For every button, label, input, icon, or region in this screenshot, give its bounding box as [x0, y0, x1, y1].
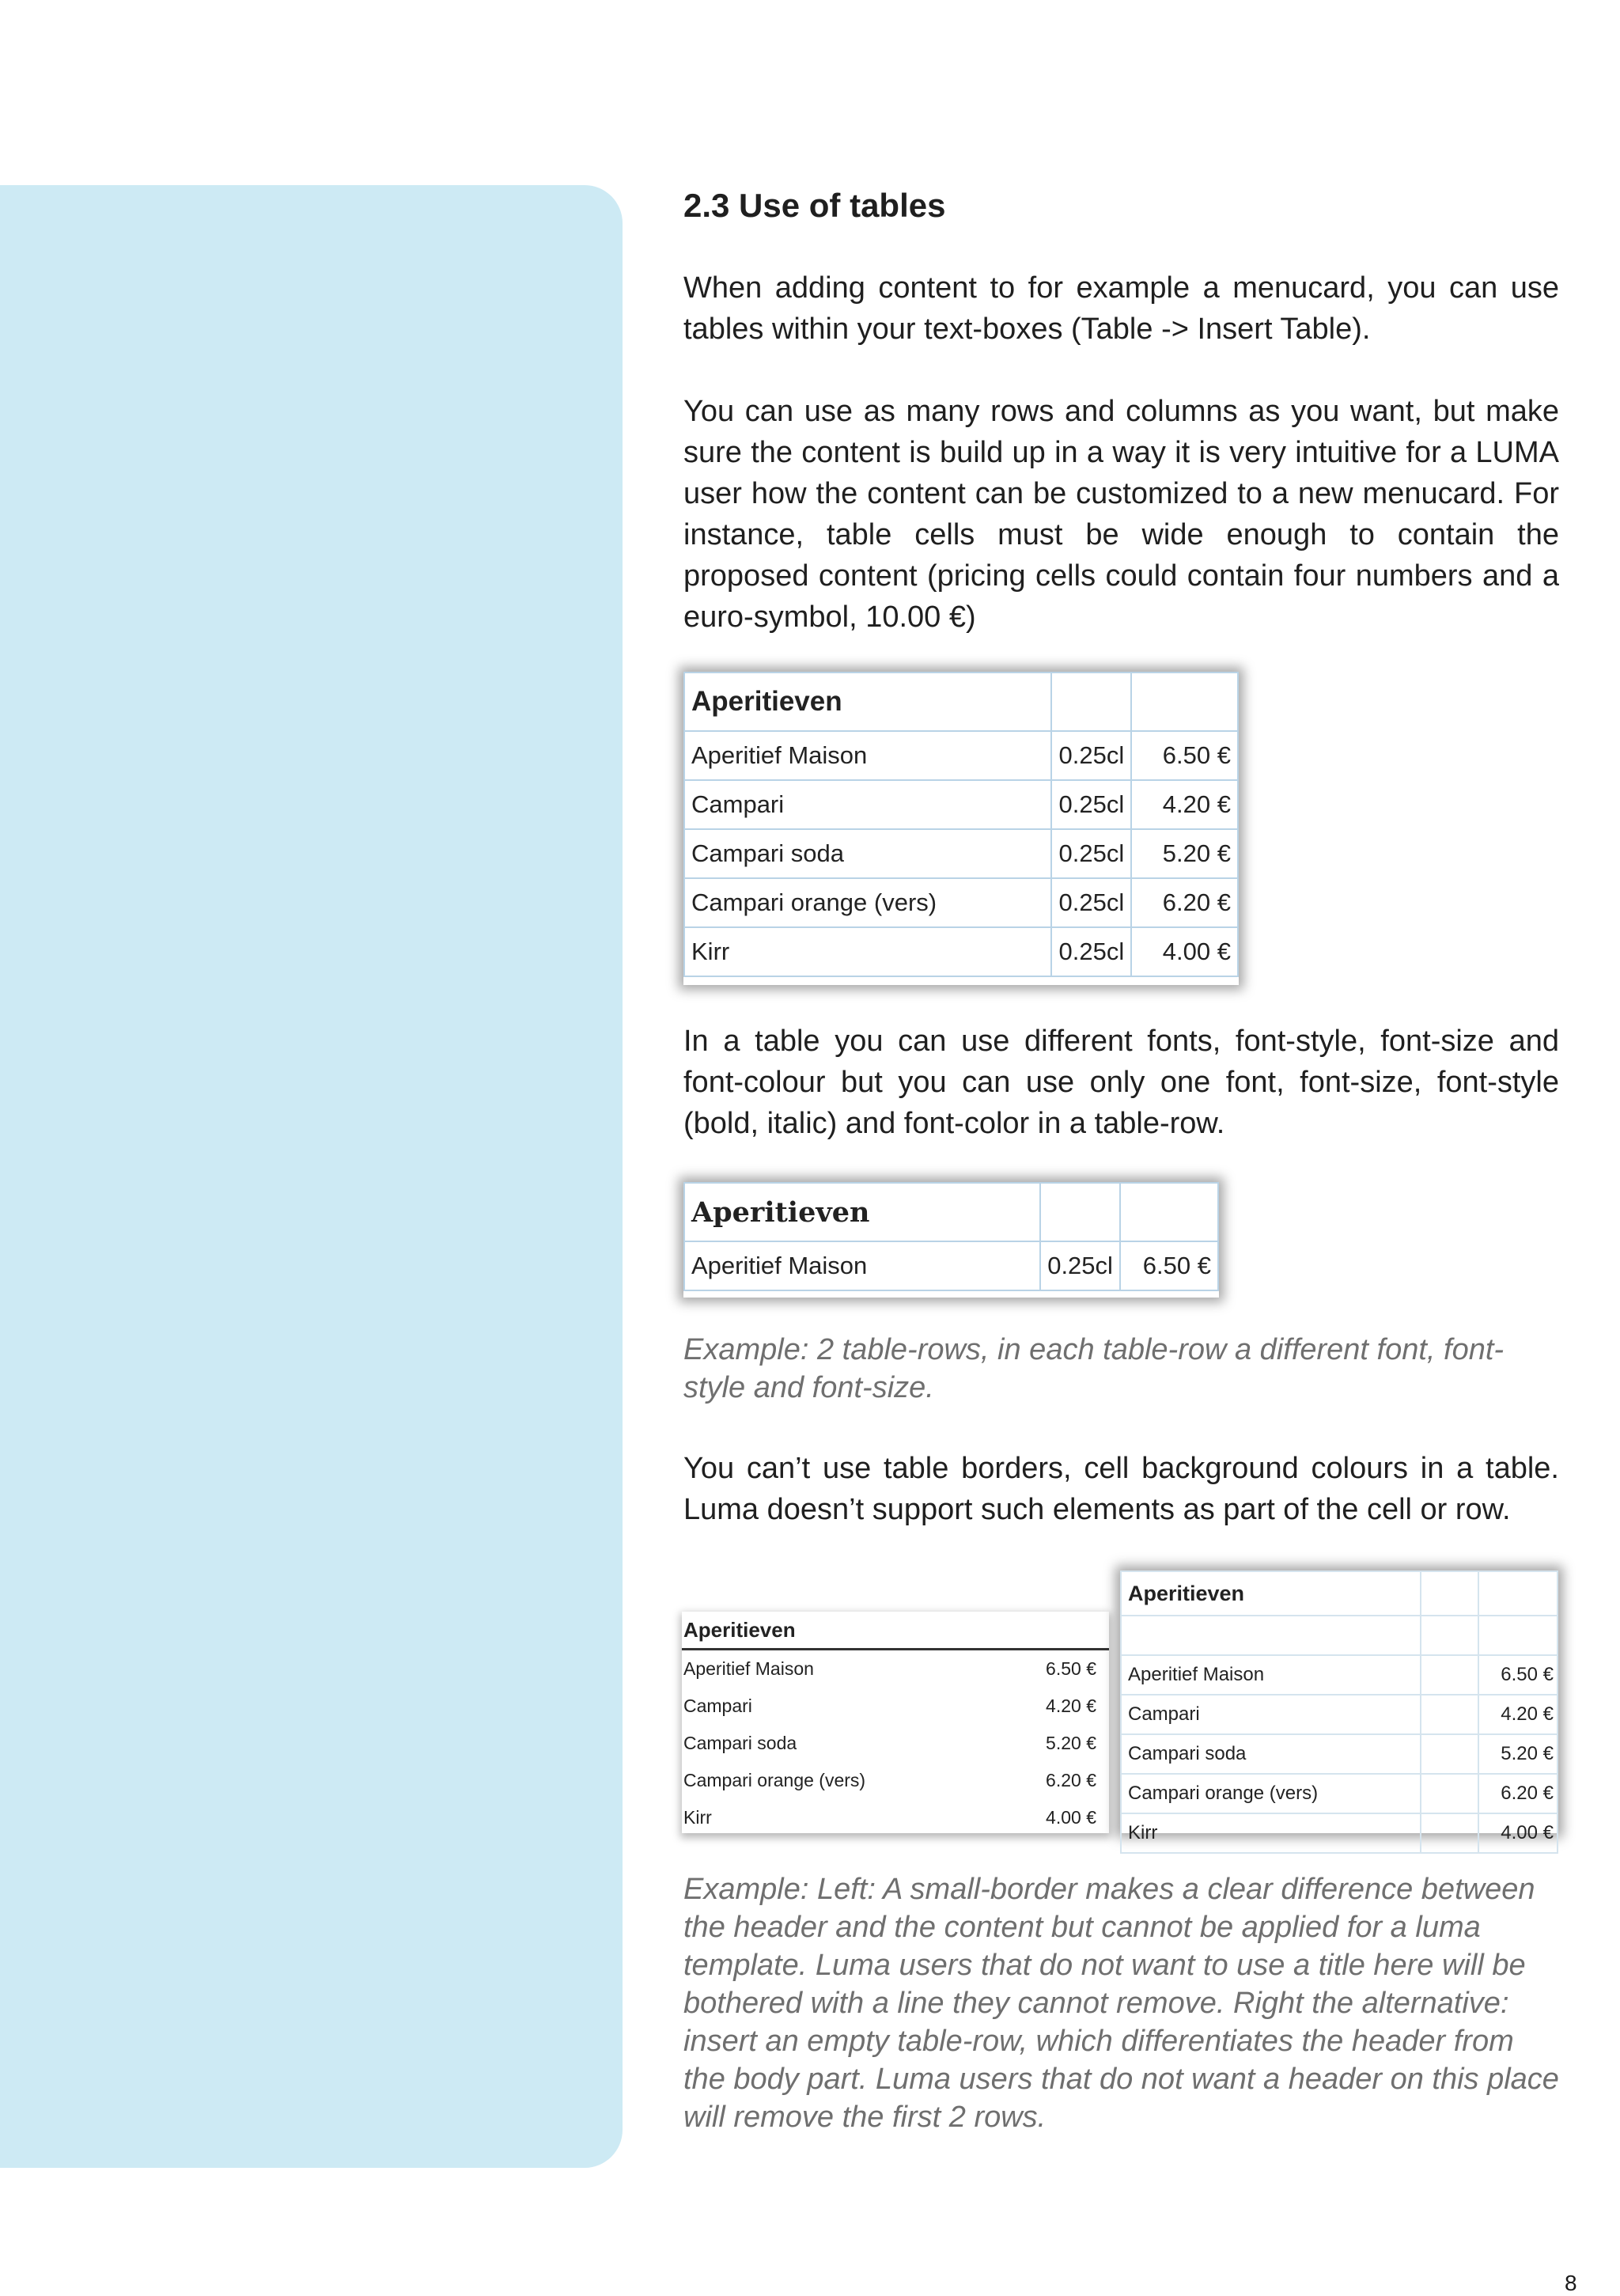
- item-volume: 0.25cl: [1051, 829, 1131, 878]
- empty-cell: [1121, 1616, 1421, 1655]
- empty-cell: [1040, 1183, 1120, 1241]
- side-panel: [0, 185, 623, 2168]
- table-row: [684, 1241, 1218, 1290]
- item-price: 4.00 €: [1046, 1807, 1096, 1828]
- item-name: Kirr: [1121, 1813, 1421, 1853]
- item-price: 5.20 €: [1131, 829, 1238, 878]
- font-example-table: [683, 1182, 1219, 1291]
- table-row: [684, 780, 1238, 829]
- item-price: 4.20 €: [1478, 1695, 1558, 1734]
- item-name: Campari orange (vers): [683, 1770, 866, 1790]
- empty-separator-row: [1121, 1616, 1558, 1655]
- item-name: Campari soda: [1121, 1734, 1421, 1774]
- underlined-header-table: [682, 1612, 1109, 1836]
- empty-cell: [1421, 1813, 1478, 1853]
- table-screenshot-underline: [682, 1612, 1109, 1833]
- item-name: Campari: [684, 780, 1051, 829]
- item-volume: 0.25cl: [1051, 878, 1131, 927]
- table-row: [682, 1650, 1109, 1688]
- paragraph-fonts: In a table you can use different fonts, font-style, font-size and font-colour but you can use only one font, font-size, font-style (bold, italic) and font-color in a table-row.: [683, 1025, 1559, 1140]
- empty-cell: [1421, 1571, 1478, 1616]
- item-name: Campari orange (vers): [684, 878, 1051, 927]
- item-name: Aperitief Maison: [683, 1658, 814, 1679]
- table-row: [1121, 1734, 1558, 1774]
- section-title: 2.3 Use of tables: [683, 187, 946, 224]
- table-header-cell: Aperitieven: [684, 1183, 1040, 1241]
- table-header-row: [684, 1183, 1218, 1241]
- item-price: 5.20 €: [1478, 1734, 1558, 1774]
- table-row: [684, 829, 1238, 878]
- table-row: [1121, 1655, 1558, 1695]
- item-name: Campari: [1121, 1695, 1421, 1734]
- table-row: [682, 1799, 1109, 1836]
- table-row: [682, 1762, 1109, 1799]
- item-price: 4.00 €: [1131, 927, 1238, 976]
- empty-cell: [1421, 1616, 1478, 1655]
- table-row: [684, 927, 1238, 976]
- item-volume: 0.25cl: [1051, 780, 1131, 829]
- empty-cell: [1478, 1571, 1558, 1616]
- paragraph-rows-columns: You can use as many rows and columns as you want, but make sure the content is build up in a way it is very intuitive for a LUMA user how the content can be customized to a new menucard. For instance, table cells must be wide enough to contain the proposed content (pricing cells could contain four numbers and a euro-symbol, 10.00 €): [683, 395, 1559, 634]
- paragraph-intro: When adding content to for example a menucard, you can use tables within your text-boxes (Table -> Insert Table).: [683, 271, 1559, 346]
- item-price: 6.50 €: [1120, 1241, 1218, 1290]
- table-header-row: [682, 1612, 1109, 1650]
- empty-cell: [1421, 1655, 1478, 1695]
- table-screenshot-empty-row: [1120, 1570, 1558, 1843]
- empty-cell: [998, 1612, 1109, 1650]
- item-name: Campari soda: [683, 1733, 797, 1753]
- item-price: 6.20 €: [1046, 1770, 1096, 1790]
- table-header-cell: Aperitieven: [682, 1612, 998, 1650]
- empty-cell: [1421, 1695, 1478, 1734]
- item-price: 6.20 €: [1478, 1774, 1558, 1813]
- empty-cell: [1478, 1616, 1558, 1655]
- item-price: 6.50 €: [1046, 1658, 1096, 1679]
- item-name: Campari: [683, 1695, 752, 1716]
- item-price: 4.00 €: [1478, 1813, 1558, 1853]
- paragraph-borders: You can’t use table borders, cell background colours in a table. Luma doesn’t support such elements as part of the cell or row.: [683, 1452, 1559, 1526]
- item-name: Aperitief Maison: [684, 731, 1051, 780]
- aperitieven-table: [683, 672, 1239, 977]
- empty-cell: [1051, 673, 1131, 731]
- table-screenshot-full: [683, 672, 1239, 985]
- item-name: Kirr: [683, 1807, 712, 1828]
- table-row: [1121, 1813, 1558, 1853]
- table-header-row: [684, 673, 1238, 731]
- item-name: Campari soda: [684, 829, 1051, 878]
- item-price: 5.20 €: [1046, 1733, 1096, 1753]
- table-row: [682, 1725, 1109, 1762]
- item-volume: 0.25cl: [1051, 731, 1131, 780]
- empty-row-table: [1120, 1570, 1558, 1854]
- empty-cell: [1120, 1183, 1218, 1241]
- item-name: Aperitief Maison: [684, 1241, 1040, 1290]
- empty-cell: [1421, 1774, 1478, 1813]
- item-volume: 0.25cl: [1040, 1241, 1120, 1290]
- empty-cell: [1131, 673, 1238, 731]
- item-name: Campari orange (vers): [1121, 1774, 1421, 1813]
- item-price: 6.20 €: [1131, 878, 1238, 927]
- table-row: [684, 878, 1238, 927]
- page-number: 8: [1565, 2271, 1577, 2295]
- table-header-cell: Aperitieven: [1121, 1571, 1421, 1616]
- item-name: Kirr: [684, 927, 1051, 976]
- caption-border-example: Example: Left: A small-border makes a clear difference between the header and the content but cannot be applied for a luma template. Luma users that do not want to use a title here will be bothered with a line they cannot remove. Right the alternative: insert an empty table-row, which differentiates the header from the body part. Luma users that do not want a header on this place will remove the first 2 rows.: [683, 1873, 1559, 2134]
- item-price: 6.50 €: [1478, 1655, 1558, 1695]
- caption-fonts-example: Example: 2 table-rows, in each table-row a different font, font-style and font-size.: [683, 1333, 1505, 1404]
- table-row: [1121, 1774, 1558, 1813]
- item-price: 6.50 €: [1131, 731, 1238, 780]
- table-header-cell: Aperitieven: [684, 673, 1051, 731]
- table-header-row: [1121, 1571, 1558, 1616]
- empty-cell: [1421, 1734, 1478, 1774]
- table-row: [684, 731, 1238, 780]
- table-row: [1121, 1695, 1558, 1734]
- table-row: [682, 1688, 1109, 1725]
- item-price: 4.20 €: [1046, 1695, 1096, 1716]
- item-price: 4.20 €: [1131, 780, 1238, 829]
- table-screenshot-fonts: [683, 1182, 1219, 1298]
- item-name: Aperitief Maison: [1121, 1655, 1421, 1695]
- item-volume: 0.25cl: [1051, 927, 1131, 976]
